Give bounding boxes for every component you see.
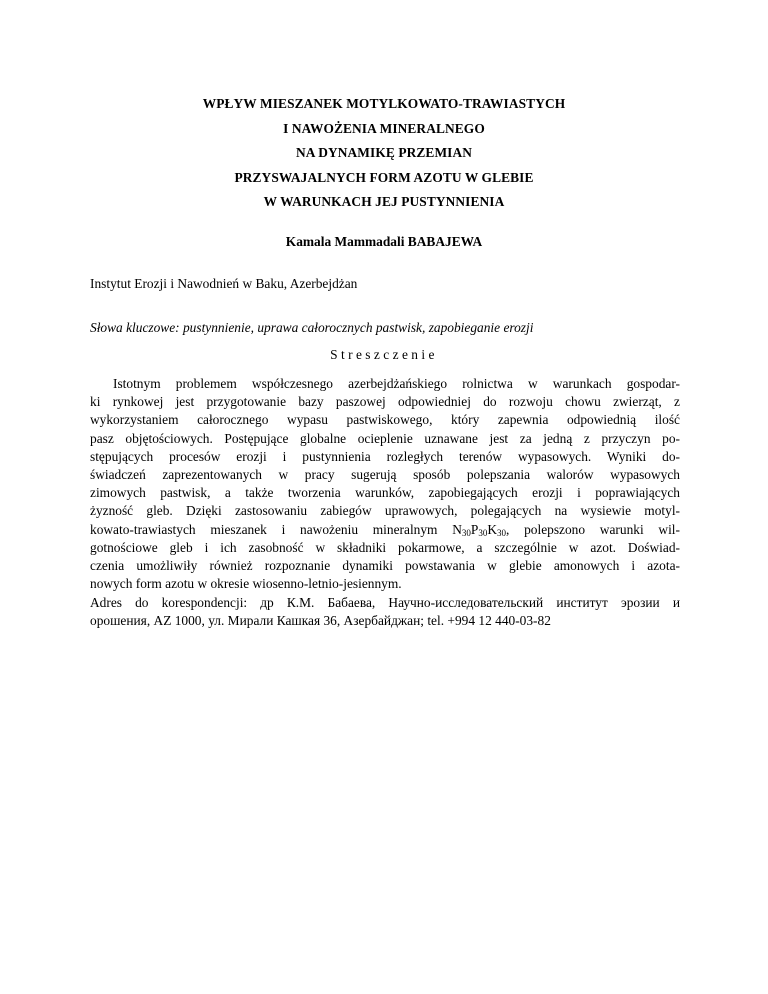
abstract-line: czenia umożliwiły również rozpoznanie dynamiki powstawania w glebie amonowych i azota- bbox=[90, 558, 680, 574]
abstract-line: ki rynkowej jest przygotowanie bazy paszowej odpowiedniej do rozwoju chowu zwierząt, z bbox=[90, 394, 680, 410]
phosphorus-dose: 30 bbox=[478, 527, 488, 538]
abstract-line: świadczeń zaprezentowanych w pracy sugerują sposób polepszania walorów wypasowych bbox=[90, 467, 680, 483]
keywords: Słowa kluczowe: pustynnienie, uprawa całorocznych pastwisk, zapobieganie erozji bbox=[90, 320, 534, 335]
abstract-line: pasz objętościowych. Postępujące globalne ocieplenie uznawane jest za jedną z przyczyn po- bbox=[90, 430, 680, 446]
nitrogen-symbol: N bbox=[452, 521, 462, 537]
abstract-line: Istotnym problemem współczesnego azerbejdżańskiego rolnictwa w warunkach gospodar- bbox=[113, 376, 680, 391]
correspondence-line: Adres do korespondencji: др К.М. Бабаева, Научно-исследовательский институт эрозии и bbox=[90, 595, 680, 610]
article-title bbox=[0, 92, 768, 215]
abstract-line: gotnościowe gleb i ich zasobność w składniki pokarmowe, a szczególnie w azot. Doświad- bbox=[90, 539, 680, 555]
title-line: W WARUNKACH JEJ PUSTYNNIENIA bbox=[263, 194, 505, 210]
potassium-dose: 30 bbox=[497, 527, 506, 538]
author-name: Kamala Mammadali BABAJEWA bbox=[285, 234, 483, 249]
title-line: WPŁYW MIESZANEK MOTYLKOWATO-TRAWIASTYCH bbox=[202, 96, 566, 111]
abstract-line: żyzność gleb. Dzięki zastosowaniu zabiegów uprawowych, polegających na wysiewie motyl- bbox=[90, 503, 680, 519]
title-line: NA DYNAMIKĘ PRZEMIAN bbox=[295, 145, 473, 161]
abstract-body bbox=[90, 375, 680, 593]
phosphorus-symbol: P bbox=[470, 521, 479, 537]
nitrogen-dose: 30 bbox=[461, 527, 471, 538]
abstract-line: wykorzystaniem całorocznego wypasu pastwiskowego, który zapewnia odpowiednią ilość bbox=[90, 412, 680, 428]
abstract-line: zimowych pastwisk, a także tworzenia warunków, zapobiegających erozji i poprawiających bbox=[90, 485, 680, 501]
correspondence-address bbox=[90, 594, 680, 630]
abstract-line: stępujących procesów erozji i pustynnienia rozległych terenów wypasowych. Wyniki do- bbox=[90, 448, 680, 464]
correspondence-line: орошения, AZ 1000, ул. Мирали Кашкая 36, Азербайджан; tel. +994 12 440-03-82 bbox=[90, 613, 551, 629]
fertilizer-text-pre: kowato-trawiastych mieszanek i nawożeniu mineralnym bbox=[90, 521, 453, 537]
fertilizer-text-post: , polepszono warunki wil- bbox=[506, 521, 680, 537]
potassium-symbol: K bbox=[487, 521, 497, 537]
abstract-heading: Streszczenie bbox=[330, 347, 438, 362]
abstract-line: nowych form azotu w okresie wiosenno-letnio-jesiennym. bbox=[90, 576, 402, 592]
title-line: I NAWOŻENIA MINERALNEGO bbox=[283, 120, 485, 136]
abstract-line-fertilizer bbox=[90, 521, 680, 539]
title-line: PRZYSWAJALNYCH FORM AZOTU W GLEBIE bbox=[234, 169, 534, 185]
author-affiliation: Instytut Erozji i Nawodnień w Baku, Azerbejdżan bbox=[90, 276, 358, 291]
